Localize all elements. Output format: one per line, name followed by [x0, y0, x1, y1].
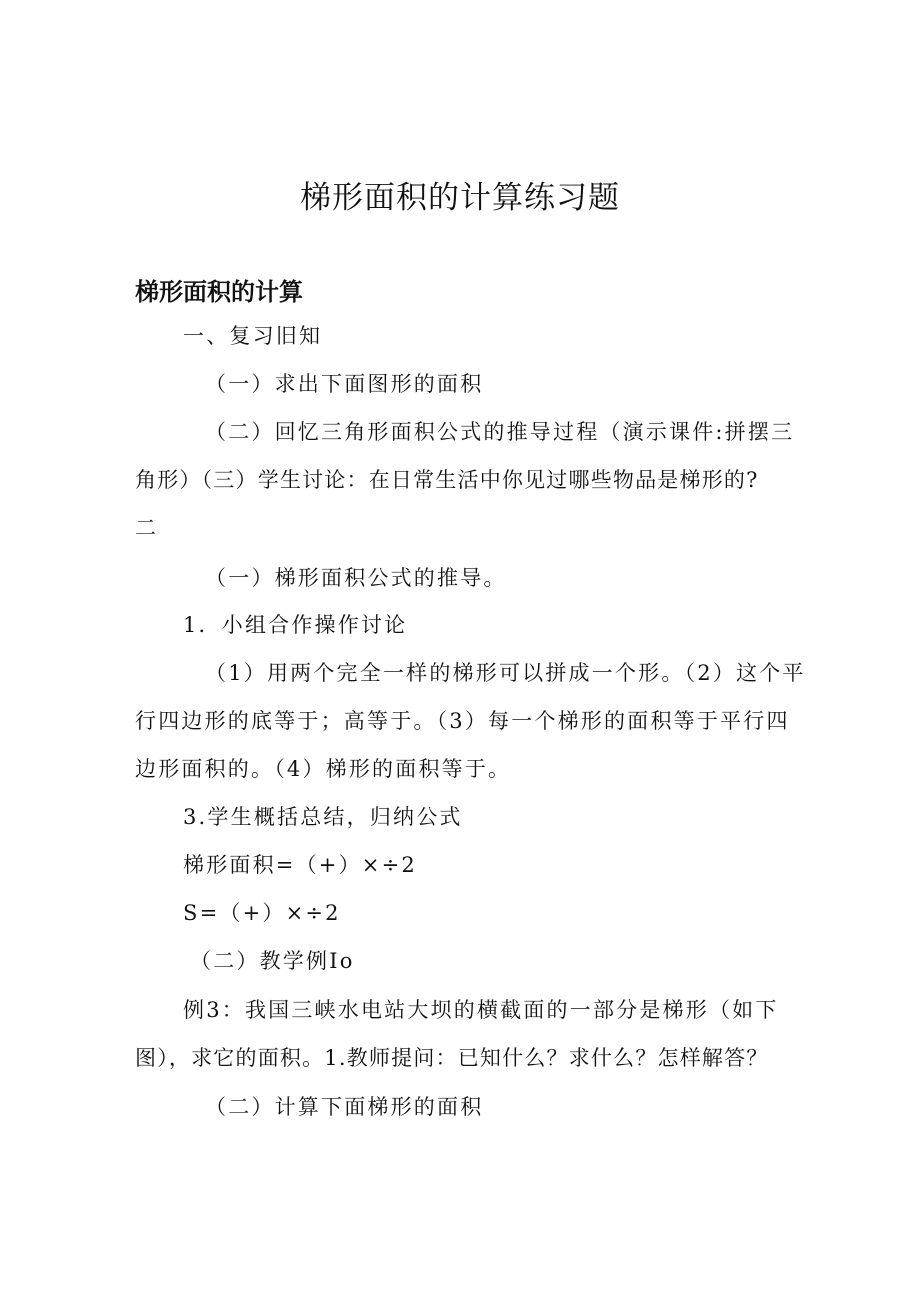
paragraph-line: 二: [135, 516, 159, 540]
paragraph-line: 一、复习旧知: [183, 324, 323, 348]
paragraph-line: 3.学生概括总结，归纳公式: [183, 805, 463, 829]
section-heading: 梯形面积的计算: [135, 278, 303, 306]
paragraph-line: 梯形面积=（+）×÷2: [183, 853, 417, 877]
paragraph-line: （二）回忆三角形面积公式的推导过程（演示课件:拼摆三: [205, 420, 795, 444]
paragraph-line: 图），求它的面积。1.教师提问：已知什么？求什么？怎样解答？: [135, 1046, 769, 1070]
paragraph-line: 例3：我国三峡水电站大坝的横截面的一部分是梯形（如下: [183, 998, 779, 1022]
paragraph-line: （二）教学例Io: [190, 949, 355, 973]
paragraph-line: （1）用两个完全一样的梯形可以拼成一个形。（2）这个平: [205, 661, 806, 685]
paragraph-line: 1．小组合作操作讨论: [183, 613, 408, 637]
paragraph-line: 边形面积的。（4）梯形的面积等于。: [135, 757, 512, 781]
paragraph-line: （一）梯形面积公式的推导。: [205, 566, 507, 590]
paragraph-line: S=（+）×÷2: [183, 901, 341, 925]
paragraph-line: 角形）（三）学生讨论：在日常生活中你见过哪些物品是梯形的?: [135, 468, 759, 492]
paragraph-line: 行四边形的底等于；高等于。（3）每一个梯形的面积等于平行四: [135, 709, 790, 733]
paragraph-line: （一）求出下面图形的面积: [205, 372, 484, 396]
document-title: 梯形面积的计算练习题: [300, 180, 620, 216]
paragraph-line: （二）计算下面梯形的面积: [205, 1095, 484, 1119]
